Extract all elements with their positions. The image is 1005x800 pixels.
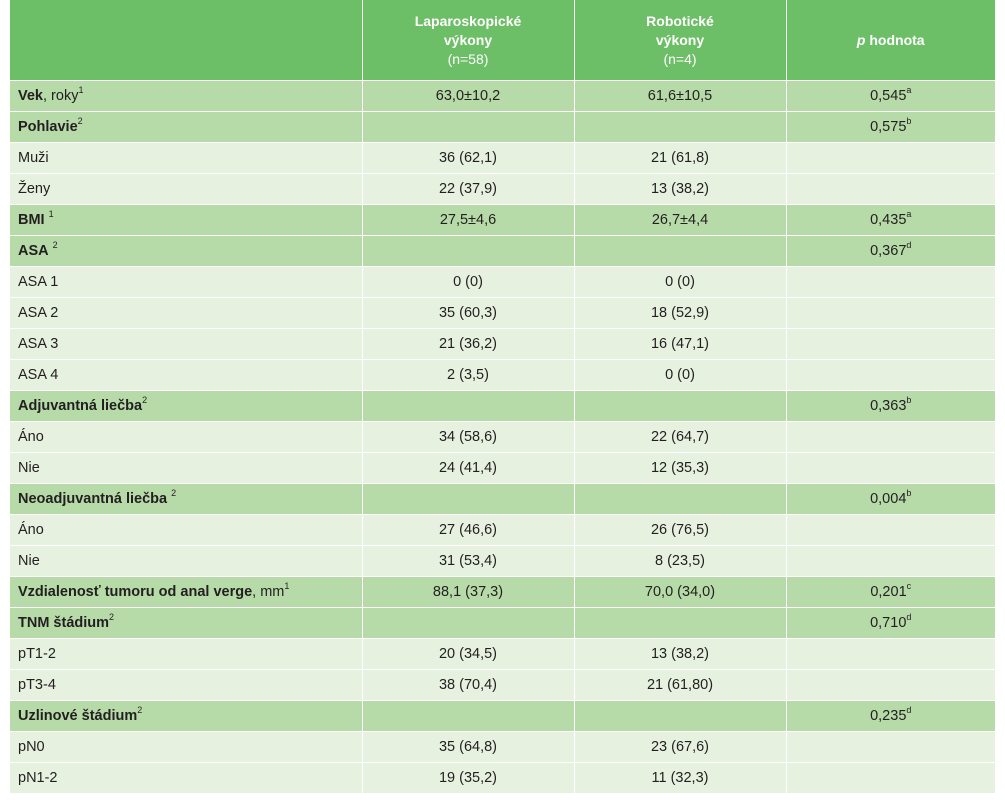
p-value (786, 143, 995, 174)
laparoscopic-value (362, 112, 574, 143)
row-label (10, 701, 362, 732)
row-label-text: Muži (18, 150, 49, 166)
p-value-text: 0,004 (870, 491, 907, 507)
robotic-value (574, 608, 786, 639)
row-label-text: Áno (18, 429, 44, 445)
p-value-text: 0,367 (870, 243, 907, 259)
row-label-text: pN1-2 (18, 770, 58, 786)
row-label-footnote: 2 (142, 395, 148, 406)
row-label-text: pT1-2 (18, 646, 56, 662)
table-row (10, 143, 995, 174)
p-value-footnote: b (906, 488, 912, 499)
p-value (786, 81, 995, 112)
p-value (786, 298, 995, 329)
header-row (10, 0, 995, 81)
p-value (786, 174, 995, 205)
laparoscopic-value (362, 608, 574, 639)
laparoscopic-value: 21 (36,2) (362, 329, 574, 360)
category-row (10, 81, 995, 112)
robotic-value: 21 (61,80) (574, 670, 786, 701)
laparoscopic-value: 2 (3,5) (362, 360, 574, 391)
category-row (10, 577, 995, 608)
row-label (10, 143, 362, 174)
laparoscopic-value: 20 (34,5) (362, 639, 574, 670)
robotic-value: 21 (61,8) (574, 143, 786, 174)
laparoscopic-value (362, 236, 574, 267)
p-value (786, 360, 995, 391)
laparoscopic-value: 24 (41,4) (362, 453, 574, 484)
table-row (10, 329, 995, 360)
category-row (10, 608, 995, 639)
robotic-value (574, 391, 786, 422)
row-label (10, 422, 362, 453)
header-p-rest: hodnota (865, 31, 925, 48)
p-value-footnote: c (906, 581, 912, 592)
row-label-bold: Vzdialenosť tumoru od anal verge (18, 584, 253, 600)
category-row (10, 205, 995, 236)
row-label-footnote: 2 (77, 116, 83, 127)
laparoscopic-value: 0 (0) (362, 267, 574, 298)
laparoscopic-value: 88,1 (37,3) (362, 577, 574, 608)
row-label (10, 298, 362, 329)
laparoscopic-value (362, 701, 574, 732)
table-row (10, 546, 995, 577)
row-label (10, 205, 362, 236)
p-value-text: 0,235 (870, 708, 907, 724)
table-row (10, 732, 995, 763)
p-value-footnote: d (906, 612, 912, 623)
p-value (786, 422, 995, 453)
row-label-text: ASA 3 (18, 336, 59, 352)
row-label-bold: TNM štádium (18, 615, 110, 631)
category-row (10, 701, 995, 732)
row-label (10, 546, 362, 577)
p-value-text: 0,575 (870, 119, 907, 135)
p-value-text: 0,545 (870, 88, 907, 104)
row-label-footnote: 2 (109, 612, 115, 623)
laparoscopic-value: 35 (64,8) (362, 732, 574, 763)
p-value-footnote: b (906, 116, 912, 127)
robotic-value: 22 (64,7) (574, 422, 786, 453)
header-p-value (786, 0, 995, 81)
row-label-footnote: 2 (52, 240, 58, 251)
p-value (786, 577, 995, 608)
row-label (10, 360, 362, 391)
header-robotic-count: (n=4) (663, 50, 697, 67)
row-label-rest: , roky (43, 88, 79, 104)
table-row (10, 639, 995, 670)
row-label (10, 391, 362, 422)
p-value-text: 0,201 (870, 584, 907, 600)
robotic-value: 18 (52,9) (574, 298, 786, 329)
p-value (786, 670, 995, 701)
row-label-bold: BMI (18, 212, 45, 228)
p-value-text: 0,710 (870, 615, 907, 631)
row-label-text: Áno (18, 522, 44, 538)
row-label-text: ASA 2 (18, 305, 59, 321)
robotic-value: 23 (67,6) (574, 732, 786, 763)
table-row (10, 763, 995, 794)
laparoscopic-value: 35 (60,3) (362, 298, 574, 329)
p-value (786, 236, 995, 267)
robotic-value: 70,0 (34,0) (574, 577, 786, 608)
robotic-value: 12 (35,3) (574, 453, 786, 484)
table-row (10, 298, 995, 329)
robotic-value: 16 (47,1) (574, 329, 786, 360)
laparoscopic-value: 63,0±10,2 (362, 81, 574, 112)
row-label-bold: Neoadjuvantná liečba (18, 491, 168, 507)
category-row (10, 391, 995, 422)
p-value (786, 515, 995, 546)
row-label-text: Ženy (18, 181, 51, 197)
p-value (786, 329, 995, 360)
row-label (10, 236, 362, 267)
row-label-text: ASA 4 (18, 367, 59, 383)
laparoscopic-value: 36 (62,1) (362, 143, 574, 174)
data-table (10, 0, 995, 793)
header-robotic-line1: Robotické (646, 12, 714, 29)
row-label-bold: ASA (18, 243, 49, 259)
header-laparoscopic-line1: Laparoskopické (414, 12, 522, 29)
laparoscopic-value: 27,5±4,6 (362, 205, 574, 236)
row-label-bold: Uzlinové štádium (18, 708, 138, 724)
row-label (10, 608, 362, 639)
table-row (10, 670, 995, 701)
header-label-column (10, 0, 362, 81)
row-label-footnote: 1 (284, 581, 290, 592)
laparoscopic-value: 19 (35,2) (362, 763, 574, 794)
row-label (10, 329, 362, 360)
row-label-bold: Adjuvantná liečba (18, 398, 143, 414)
category-row (10, 236, 995, 267)
row-label-footnote: 2 (171, 488, 177, 499)
table-row (10, 360, 995, 391)
robotic-value (574, 701, 786, 732)
robotic-value (574, 236, 786, 267)
row-label-rest: , mm (252, 584, 285, 600)
row-label (10, 267, 362, 298)
row-label-bold: Pohlavie (18, 119, 78, 135)
row-label (10, 763, 362, 794)
robotic-value: 26 (76,5) (574, 515, 786, 546)
table-row (10, 515, 995, 546)
row-label (10, 174, 362, 205)
laparoscopic-value (362, 484, 574, 515)
laparoscopic-value: 27 (46,6) (362, 515, 574, 546)
p-value (786, 546, 995, 577)
p-value (786, 453, 995, 484)
p-value-footnote: a (906, 209, 912, 220)
p-value-text: 0,363 (870, 398, 907, 414)
category-row (10, 484, 995, 515)
p-value (786, 608, 995, 639)
p-value-footnote: d (906, 705, 912, 716)
row-label-text: Nie (18, 460, 40, 476)
header-laparoscopic-count: (n=58) (447, 50, 489, 67)
header-robotic (574, 0, 786, 81)
p-value-text: 0,435 (870, 212, 907, 228)
category-row (10, 112, 995, 143)
robotic-value: 13 (38,2) (574, 639, 786, 670)
p-value (786, 267, 995, 298)
robotic-value: 0 (0) (574, 360, 786, 391)
robotic-value (574, 484, 786, 515)
table-row (10, 422, 995, 453)
p-value (786, 205, 995, 236)
table-body (10, 81, 995, 794)
row-label-footnote: 1 (48, 209, 54, 220)
row-label (10, 639, 362, 670)
p-value-footnote: d (906, 240, 912, 251)
robotic-value: 26,7±4,4 (574, 205, 786, 236)
row-label (10, 112, 362, 143)
row-label (10, 732, 362, 763)
row-label (10, 515, 362, 546)
row-label (10, 81, 362, 112)
robotic-value: 13 (38,2) (574, 174, 786, 205)
p-value-footnote: a (906, 85, 912, 96)
table-row (10, 267, 995, 298)
robotic-value: 11 (32,3) (574, 763, 786, 794)
robotic-value: 8 (23,5) (574, 546, 786, 577)
row-label-bold: Vek (18, 88, 43, 104)
row-label-text: ASA 1 (18, 274, 59, 290)
laparoscopic-value (362, 391, 574, 422)
header-robotic-line2: výkony (655, 31, 705, 48)
laparoscopic-value: 34 (58,6) (362, 422, 574, 453)
row-label-text: pT3-4 (18, 677, 56, 693)
row-label-text: pN0 (18, 739, 45, 755)
robotic-value (574, 112, 786, 143)
p-value (786, 701, 995, 732)
p-value (786, 391, 995, 422)
laparoscopic-value: 31 (53,4) (362, 546, 574, 577)
row-label (10, 577, 362, 608)
robotic-value: 0 (0) (574, 267, 786, 298)
p-value-footnote: b (906, 395, 912, 406)
header-laparoscopic-line2: výkony (443, 31, 493, 48)
robotic-value: 61,6±10,5 (574, 81, 786, 112)
p-value (786, 763, 995, 794)
row-label (10, 484, 362, 515)
row-label-footnote: 2 (137, 705, 143, 716)
table-container (10, 0, 995, 793)
p-value (786, 639, 995, 670)
row-label (10, 453, 362, 484)
header-laparoscopic (362, 0, 574, 81)
p-value (786, 732, 995, 763)
table-row (10, 174, 995, 205)
row-label-text: Nie (18, 553, 40, 569)
p-value (786, 112, 995, 143)
laparoscopic-value: 38 (70,4) (362, 670, 574, 701)
laparoscopic-value: 22 (37,9) (362, 174, 574, 205)
table-row (10, 453, 995, 484)
header-p-italic: p (856, 31, 866, 48)
row-label (10, 670, 362, 701)
row-label-footnote: 1 (78, 85, 84, 96)
p-value (786, 484, 995, 515)
